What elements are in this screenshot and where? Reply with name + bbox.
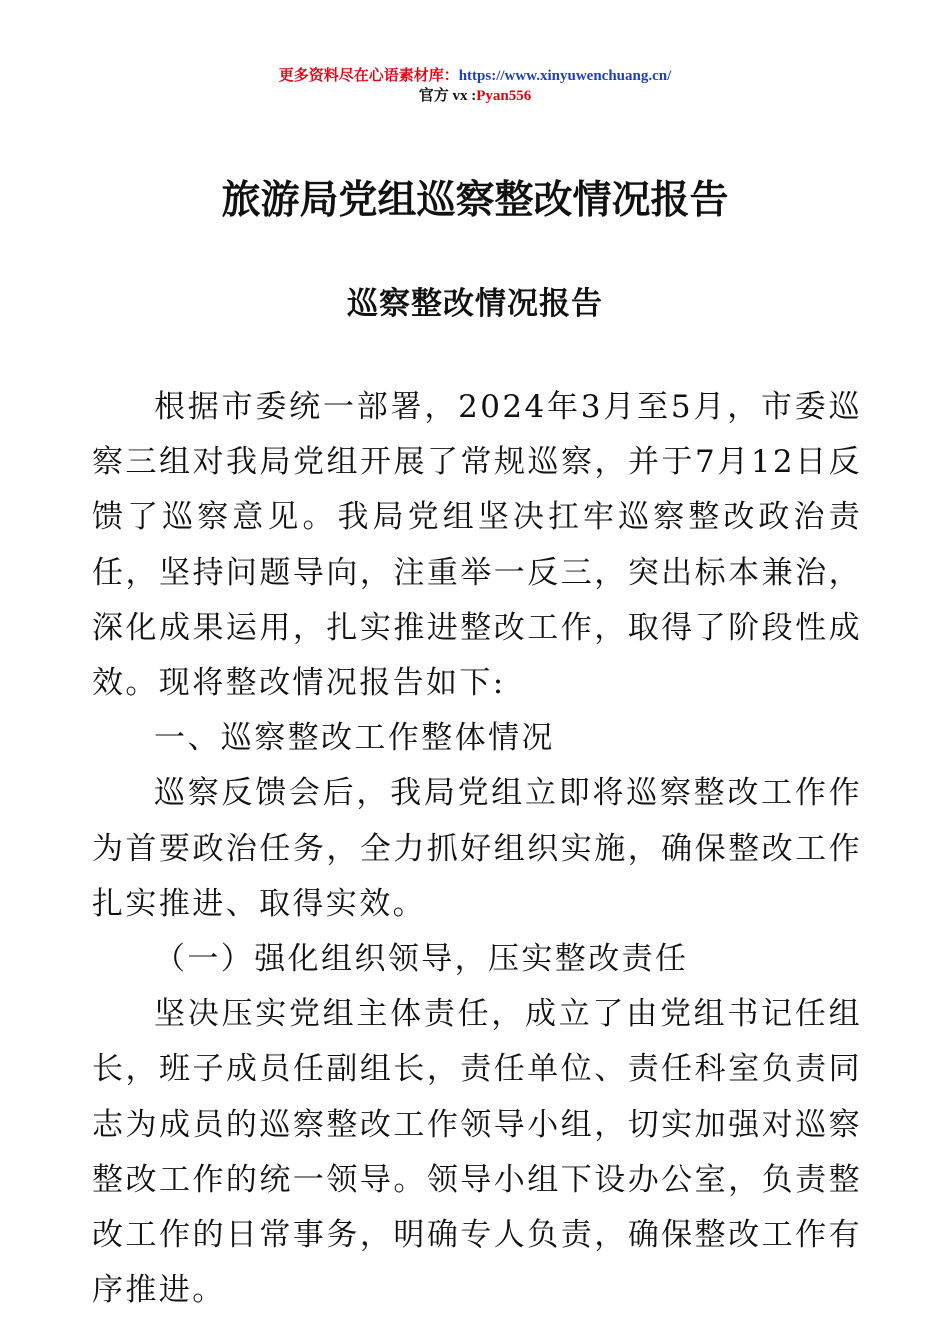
document-subtitle: 巡察整改情况报告 (347, 286, 603, 322)
subsection-heading: （一）强化组织领导，压实整改责任 (154, 941, 689, 978)
promo-label: 更多资料尽在心语素材库： (278, 68, 459, 84)
paragraph-section-summary: 巡察反馈会后，我局党组立即将巡察整改工作作为首要政治任务，全力抓好组织实施，确保整改工作扎实推进、取得实效。 (92, 775, 862, 922)
page-header (0, 66, 950, 106)
paragraph-subsection-body: 坚决压实党组主体责任，成立了由党组书记任组长，班子成员任副组长，责任单位、责任科室负责同志为成员的巡察整改工作领导小组，切实加强对巡察整改工作的统一领导。领导小组下设办公室，负责整改工作的日常事务，明确专人负责，确保整改工作有序推进。 (92, 996, 862, 1309)
promo-line (0, 66, 950, 86)
wechat-line (0, 86, 950, 106)
document-body (92, 380, 862, 1318)
document-title: 旅游局党组巡察整改情况报告 (221, 177, 729, 223)
wechat-id: Pyan556 (476, 88, 532, 104)
section-heading: 一、巡察整改工作整体情况 (154, 720, 555, 757)
wechat-label: 官方 vx : (418, 88, 477, 104)
paragraph-intro: 根据市委统一部署，2024年3月至5月，市委巡察三组对我局党组开展了常规巡察，并于7月12日反馈了巡察意见。我局党组坚决扛牢巡察整改政治责任，坚持问题导向，注重举一反三，突出标本兼治，深化成果运用，扎实推进整改工作，取得了阶段性成效。现将整改情况报告如下: (92, 389, 862, 702)
promo-link[interactable]: https://www.xinyuwenchuang.cn/ (458, 68, 672, 84)
